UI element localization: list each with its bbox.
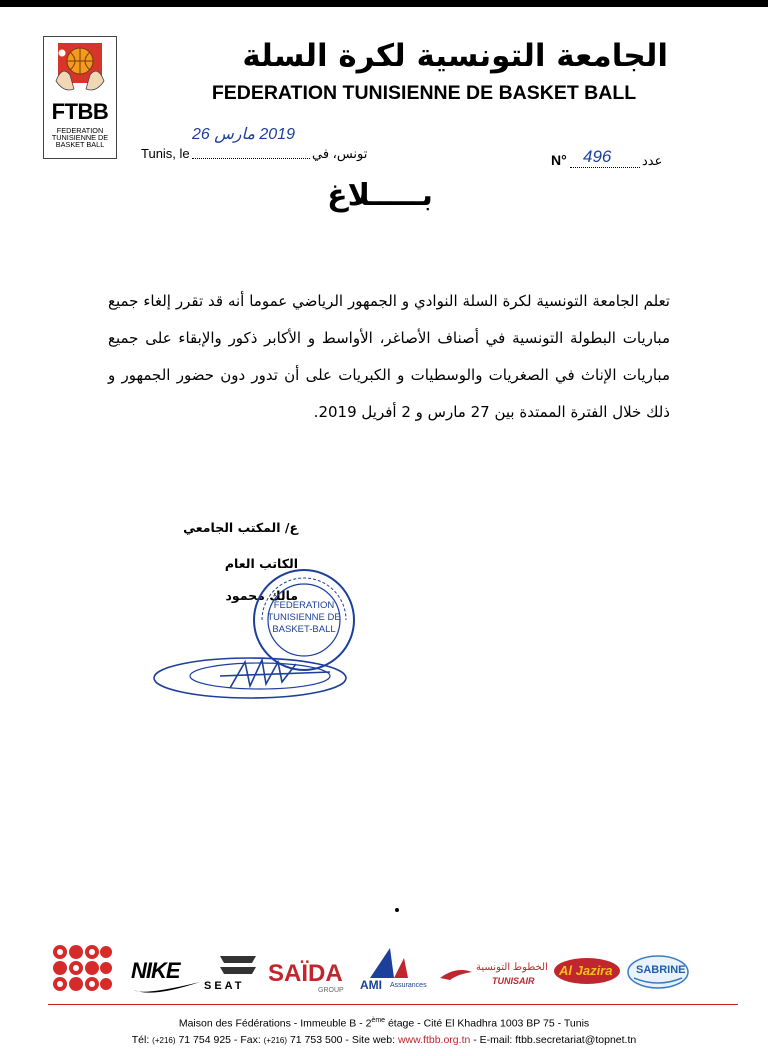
handwritten-date: 2019 مارس 26 (192, 126, 295, 143)
logo-sub-3: BASKET BALL (55, 140, 105, 149)
signature-title: الكاتب العام (224, 556, 298, 571)
saida-sub: GROUP (318, 987, 344, 994)
signature-office: ع/ المكتب الجامعي (183, 520, 298, 535)
signature-name: مالك محمود (225, 588, 298, 603)
top-border (0, 0, 768, 7)
sponsors-row (46, 940, 736, 1000)
seat-logo-icon (216, 954, 260, 980)
ami-logo-icon (364, 946, 414, 980)
stamp-line-2: TUNISIENNE DE (267, 612, 341, 623)
logo-sub-2: TUNISIENNE DE (51, 133, 109, 142)
date-label-fr: Tunis, le (141, 146, 190, 161)
tunisair-arabic: الخطوط التونسية (476, 962, 548, 973)
seat-text: SEAT (204, 980, 245, 992)
date-dotted-line (192, 158, 310, 159)
dot-mark (395, 908, 399, 912)
footer-address: Maison des Fédérations - Immeuble B - 2ème étage - Cité El Khadhra 1003 BP 75 - Tunis (178, 1017, 590, 1030)
handwritten-signature-icon (150, 650, 370, 706)
number-label-fr: N° (551, 152, 567, 168)
communique-heading: بـــــلاغ (327, 178, 433, 213)
number-label-ar: عدد (642, 153, 663, 168)
sabrine-text: SABRINE (636, 964, 686, 976)
number-dotted-line (570, 167, 640, 168)
handwritten-number: 496 (583, 147, 612, 166)
nike-logo: NIKE (131, 958, 180, 983)
communique-body: تعلم الجامعة التونسية لكرة السلة النوادي و الجمهور الرياضي عموما أنه قد تقرر إلغاء جميع مباريات البطولة التونسية في أصناف الأصاغر، الأواسط و الأكابر ذكور والإبقاء على جميع مباريات الإناث في الصغريات والوسطيات و الكبريات على أن تدور دون حضور الجمهور و ذلك خلال الفترة الممتدة بين 27 مارس و 2 أفريل 2019. (108, 292, 670, 421)
logo-sub-1: FEDERATION (56, 126, 104, 135)
footer-divider (48, 1004, 738, 1005)
aljazira-text: Al Jazira (559, 963, 613, 978)
tunisair-text: TUNISAIR (492, 976, 535, 986)
title-arabic: الجامعة التونسية لكرة السلة (242, 38, 668, 74)
ami-sub: Assurances (390, 982, 427, 989)
saida-logo: SAÏDA (268, 960, 343, 987)
basketball-logo-icon (48, 41, 112, 99)
title-french: FEDERATION TUNISIENNE DE BASKET BALL (211, 82, 637, 104)
tunisair-bird-icon (438, 968, 474, 982)
logo-text: FTBB (51, 99, 109, 124)
website-link[interactable]: www.ftbb.org.tn (397, 1034, 471, 1046)
date-label-ar: تونس، في (312, 146, 368, 161)
stamp-line-3: BASKET-BALL (272, 624, 336, 635)
footer-contact: Tél: (+216) 71 754 925 - Fax: (+216) 71 753 500 - Site web: www.ftbb.org.tn - E-mail: ftbb.secretariat@topnet.tn (131, 1034, 637, 1046)
ooredoo-logo-icon (50, 942, 114, 994)
stamp-line-1: FEDERATION (273, 600, 335, 611)
ftbb-logo (43, 36, 117, 159)
ami-text: AMI (360, 978, 382, 992)
nike-swoosh-icon (132, 980, 202, 994)
